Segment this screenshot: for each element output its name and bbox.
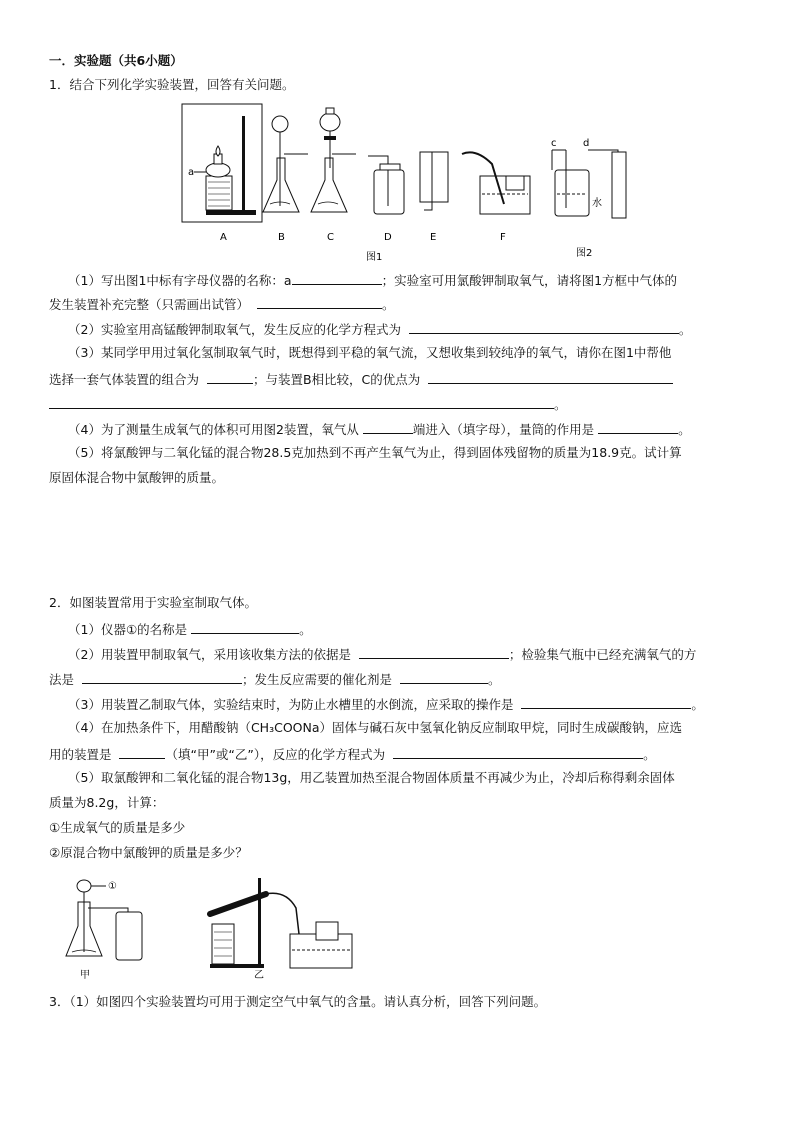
q2-stem: 2．如图装置常用于实验室制取气体。 xyxy=(49,595,257,610)
answer-blank[interactable] xyxy=(359,644,509,659)
q1-part3-line3: 。 xyxy=(49,394,567,414)
label-c: c xyxy=(551,138,557,149)
label-D: D xyxy=(384,232,392,243)
answer-blank[interactable] xyxy=(49,394,554,409)
q2-part4-line1: （4）在加热条件下，用醋酸钠（CH₃COONa）固体与碱石灰中氢氧化钠反应制取甲烷，同时生成碳酸钠，应选 xyxy=(68,720,683,735)
figure-1 xyxy=(180,98,630,268)
q1-part4: （4）为了测量生成氧气的体积可用图2装置，氧气从 端进入（填字母），量筒的作用是 。 xyxy=(68,419,691,439)
q2-part5-sub2: ②原混合物中氯酸钾的质量是多少？ xyxy=(49,845,248,860)
answer-blank[interactable] xyxy=(191,619,299,634)
q1-part5-line1: （5）将氯酸钾与二氧化锰的混合物28.5克加热到不再产生氧气为止，得到固体残留物的质量为18.9克。试计算 xyxy=(68,445,682,460)
q2-part2-line2: 法是 ；发生反应需要的催化剂是 。 xyxy=(49,669,500,689)
answer-blank[interactable] xyxy=(521,694,691,709)
q1-part2: （2）实验室用高锰酸钾制取氧气，发生反应的化学方程式为 。 xyxy=(68,319,691,339)
answer-blank[interactable] xyxy=(400,669,488,684)
answer-blank[interactable] xyxy=(119,744,165,759)
q1-part1-line2: 发生装置补充完整（只需画出试管） 。 xyxy=(49,294,394,314)
label-yi: 乙 xyxy=(254,970,264,981)
label-water: 水 xyxy=(592,198,602,209)
figure-q2 xyxy=(60,872,360,984)
q1-part3-line2: 选择一套气体装置的组合为 ；与装置B相比较，C的优点为 xyxy=(49,369,673,389)
q2-part2-line1: （2）用装置甲制取氧气，采用该收集方法的依据是 ；检验集气瓶中已经充满氧气的方 xyxy=(68,644,696,664)
label-d: d xyxy=(583,138,590,149)
label-F: F xyxy=(500,232,506,243)
figure2-caption: 图2 xyxy=(576,248,593,259)
answer-blank[interactable] xyxy=(257,294,382,309)
q2-part5-sub1: ①生成氧气的质量是多少 xyxy=(49,820,186,835)
q1-part3-line1: （3）某同学甲用过氧化氢制取氧气时，既想得到平稳的氧气流，又想收集到较纯净的氧气，请你在图1中帮他 xyxy=(68,345,672,360)
answer-blank[interactable] xyxy=(82,669,242,684)
answer-blank[interactable] xyxy=(393,744,643,759)
answer-blank[interactable] xyxy=(292,270,382,285)
label-E: E xyxy=(430,232,437,243)
label-circle1: ① xyxy=(108,881,117,892)
q2-part5-line2: 质量为8.2g，计算： xyxy=(49,795,165,810)
q3-stem: 3．（1）如图四个实验装置均可用于测定空气中氧气的含量。请认真分析，回答下列问题。 xyxy=(49,994,547,1009)
answer-blank[interactable] xyxy=(207,369,253,384)
q2-part5-line1: （5）取氯酸钾和二氧化锰的混合物13g，用乙装置加热至混合物固体质量不再减少为止，冷却后称得剩余固体 xyxy=(68,770,675,785)
label-B: B xyxy=(278,232,285,243)
label-a: a xyxy=(188,167,195,178)
figure1-caption: 图1 xyxy=(366,252,383,263)
q1-stem: 1．结合下列化学实验装置，回答有关问题。 xyxy=(49,77,295,92)
q2-part3: （3）用装置乙制取气体，实验结束时，为防止水槽里的水倒流，应采取的操作是 。 xyxy=(68,694,704,714)
q2-part4-line2: 用的装置是 （填“甲”或“乙”），反应的化学方程式为 。 xyxy=(49,744,656,764)
label-jia: 甲 xyxy=(80,970,90,981)
q1-part1-line1: （1）写出图1中标有字母仪器的名称：a ；实验室可用氯酸钾制取氧气，请将图1方框中气体的 xyxy=(68,270,677,290)
q2-part1: （1）仪器①的名称是 。 xyxy=(68,619,312,639)
answer-blank[interactable] xyxy=(363,419,413,434)
answer-blank[interactable] xyxy=(598,419,678,434)
section-title: 一．实验题（共6小题） xyxy=(49,53,183,68)
answer-blank[interactable] xyxy=(428,369,673,384)
answer-blank[interactable] xyxy=(409,319,679,334)
label-C: C xyxy=(327,232,334,243)
q1-part5-line2: 原固体混合物中氯酸钾的质量。 xyxy=(49,470,225,485)
label-A: A xyxy=(220,232,227,243)
